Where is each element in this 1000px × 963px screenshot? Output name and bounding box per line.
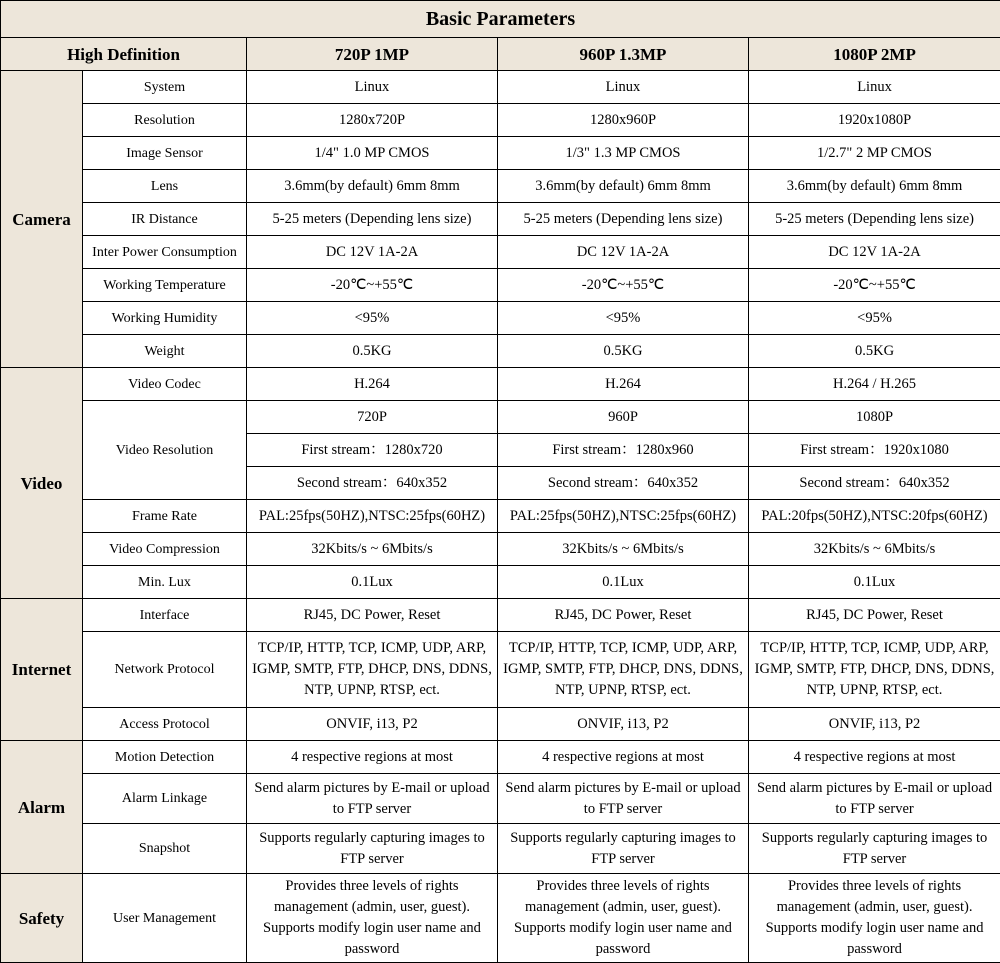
param-value: Linux	[247, 71, 498, 104]
param-value: First stream：1280x960	[498, 434, 749, 467]
table-row	[1, 269, 1000, 302]
param-value: RJ45, DC Power, Reset	[247, 599, 498, 632]
param-value: 0.5KG	[247, 335, 498, 368]
param-label: System	[83, 71, 247, 104]
param-value: 4 respective regions at most	[498, 741, 749, 774]
param-value: 3.6mm(by default) 6mm 8mm	[498, 170, 749, 203]
table-row	[1, 236, 1000, 269]
param-value: Supports regularly capturing images to FTP server	[247, 824, 498, 874]
param-value: 4 respective regions at most	[749, 741, 1000, 774]
param-label: Image Sensor	[83, 137, 247, 170]
section-label: Safety	[1, 874, 83, 963]
param-value: <95%	[247, 302, 498, 335]
param-label: Motion Detection	[83, 741, 247, 774]
param-label: Interface	[83, 599, 247, 632]
param-value: DC 12V 1A-2A	[498, 236, 749, 269]
param-label: User Management	[83, 874, 247, 963]
param-value: Linux	[498, 71, 749, 104]
table-body	[1, 71, 1000, 963]
param-label: Inter Power Consumption	[83, 236, 247, 269]
param-value: H.264	[247, 368, 498, 401]
table-row	[1, 170, 1000, 203]
param-value: ONVIF, i13, P2	[247, 708, 498, 741]
param-value: PAL:25fps(50HZ),NTSC:25fps(60HZ)	[247, 500, 498, 533]
table-row	[1, 774, 1000, 824]
header-label: High Definition	[1, 38, 247, 71]
param-value: PAL:25fps(50HZ),NTSC:25fps(60HZ)	[498, 500, 749, 533]
param-value: 4 respective regions at most	[247, 741, 498, 774]
table-row	[1, 401, 1000, 434]
param-value: Send alarm pictures by E-mail or upload to FTP server	[749, 774, 1000, 824]
param-value: 0.1Lux	[247, 566, 498, 599]
table-row	[1, 874, 1000, 963]
table-row	[1, 533, 1000, 566]
param-value: -20℃~+55℃	[247, 269, 498, 302]
table-row	[1, 741, 1000, 774]
param-label: Video Resolution	[83, 401, 247, 500]
param-value: 32Kbits/s ~ 6Mbits/s	[498, 533, 749, 566]
param-value: Supports regularly capturing images to FTP server	[498, 824, 749, 874]
param-value: -20℃~+55℃	[498, 269, 749, 302]
param-label: Alarm Linkage	[83, 774, 247, 824]
param-value: 5-25 meters (Depending lens size)	[247, 203, 498, 236]
param-value: Supports regularly capturing images to FTP server	[749, 824, 1000, 874]
model-header: 720P 1MP	[247, 38, 498, 71]
param-value: 1/3" 1.3 MP CMOS	[498, 137, 749, 170]
param-value: Send alarm pictures by E-mail or upload to FTP server	[247, 774, 498, 824]
param-value: 32Kbits/s ~ 6Mbits/s	[749, 533, 1000, 566]
param-value: 0.5KG	[749, 335, 1000, 368]
param-label: Video Codec	[83, 368, 247, 401]
table-row	[1, 302, 1000, 335]
table-row	[1, 71, 1000, 104]
table-row	[1, 824, 1000, 874]
param-value: Second stream：640x352	[749, 467, 1000, 500]
param-value: 960P	[498, 401, 749, 434]
param-value: TCP/IP, HTTP, TCP, ICMP, UDP, ARP, IGMP, SMTP, FTP, DHCP, DNS, DDNS, NTP, UPNP, RTSP, ect.	[498, 632, 749, 708]
param-value: Linux	[749, 71, 1000, 104]
table-row	[1, 566, 1000, 599]
param-value: Provides three levels of rights management (admin, user, guest). Supports modify login user name and password	[749, 874, 1000, 963]
param-value: 720P	[247, 401, 498, 434]
param-value: 1080P	[749, 401, 1000, 434]
model-header: 960P 1.3MP	[498, 38, 749, 71]
param-value: <95%	[498, 302, 749, 335]
param-label: Network Protocol	[83, 632, 247, 708]
param-label: Min. Lux	[83, 566, 247, 599]
section-label: Video	[1, 368, 83, 599]
model-header: 1080P 2MP	[749, 38, 1000, 71]
param-value: 0.5KG	[498, 335, 749, 368]
param-value: 1/4" 1.0 MP CMOS	[247, 137, 498, 170]
param-value: PAL:20fps(50HZ),NTSC:20fps(60HZ)	[749, 500, 1000, 533]
table-title: Basic Parameters	[1, 1, 1000, 38]
table-row	[1, 137, 1000, 170]
param-value: ONVIF, i13, P2	[749, 708, 1000, 741]
param-value: 0.1Lux	[749, 566, 1000, 599]
param-value: DC 12V 1A-2A	[749, 236, 1000, 269]
param-value: 1280x720P	[247, 104, 498, 137]
table-row	[1, 104, 1000, 137]
param-value: -20℃~+55℃	[749, 269, 1000, 302]
param-value: DC 12V 1A-2A	[247, 236, 498, 269]
param-value: H.264 / H.265	[749, 368, 1000, 401]
section-label: Camera	[1, 71, 83, 368]
param-label: Working Temperature	[83, 269, 247, 302]
param-value: Provides three levels of rights management (admin, user, guest). Supports modify login user name and password	[498, 874, 749, 963]
param-value: 1/2.7" 2 MP CMOS	[749, 137, 1000, 170]
param-label: IR Distance	[83, 203, 247, 236]
param-value: 3.6mm(by default) 6mm 8mm	[749, 170, 1000, 203]
param-value: TCP/IP, HTTP, TCP, ICMP, UDP, ARP, IGMP, SMTP, FTP, DHCP, DNS, DDNS, NTP, UPNP, RTSP, ect.	[749, 632, 1000, 708]
param-value: RJ45, DC Power, Reset	[749, 599, 1000, 632]
param-value: 5-25 meters (Depending lens size)	[498, 203, 749, 236]
table-row	[1, 599, 1000, 632]
param-value: 1280x960P	[498, 104, 749, 137]
param-value: RJ45, DC Power, Reset	[498, 599, 749, 632]
param-value: 3.6mm(by default) 6mm 8mm	[247, 170, 498, 203]
param-value: 1920x1080P	[749, 104, 1000, 137]
param-value: TCP/IP, HTTP, TCP, ICMP, UDP, ARP, IGMP, SMTP, FTP, DHCP, DNS, DDNS, NTP, UPNP, RTSP, ect.	[247, 632, 498, 708]
param-value: H.264	[498, 368, 749, 401]
table-row	[1, 708, 1000, 741]
param-value: Provides three levels of rights management (admin, user, guest). Supports modify login user name and password	[247, 874, 498, 963]
table-row	[1, 203, 1000, 236]
param-value: 5-25 meters (Depending lens size)	[749, 203, 1000, 236]
param-value: 0.1Lux	[498, 566, 749, 599]
param-label: Resolution	[83, 104, 247, 137]
section-label: Alarm	[1, 741, 83, 874]
param-label: Weight	[83, 335, 247, 368]
param-label: Snapshot	[83, 824, 247, 874]
param-value: <95%	[749, 302, 1000, 335]
table-row	[1, 335, 1000, 368]
param-value: ONVIF, i13, P2	[498, 708, 749, 741]
param-value: First stream：1280x720	[247, 434, 498, 467]
param-value: Second stream：640x352	[247, 467, 498, 500]
table-row	[1, 500, 1000, 533]
param-label: Frame Rate	[83, 500, 247, 533]
param-label: Lens	[83, 170, 247, 203]
param-value: Send alarm pictures by E-mail or upload to FTP server	[498, 774, 749, 824]
section-label: Internet	[1, 599, 83, 741]
param-value: Second stream：640x352	[498, 467, 749, 500]
table-row	[1, 632, 1000, 708]
param-value: 32Kbits/s ~ 6Mbits/s	[247, 533, 498, 566]
param-label: Working Humidity	[83, 302, 247, 335]
table-row	[1, 368, 1000, 401]
param-label: Access Protocol	[83, 708, 247, 741]
param-value: First stream：1920x1080	[749, 434, 1000, 467]
param-label: Video Compression	[83, 533, 247, 566]
